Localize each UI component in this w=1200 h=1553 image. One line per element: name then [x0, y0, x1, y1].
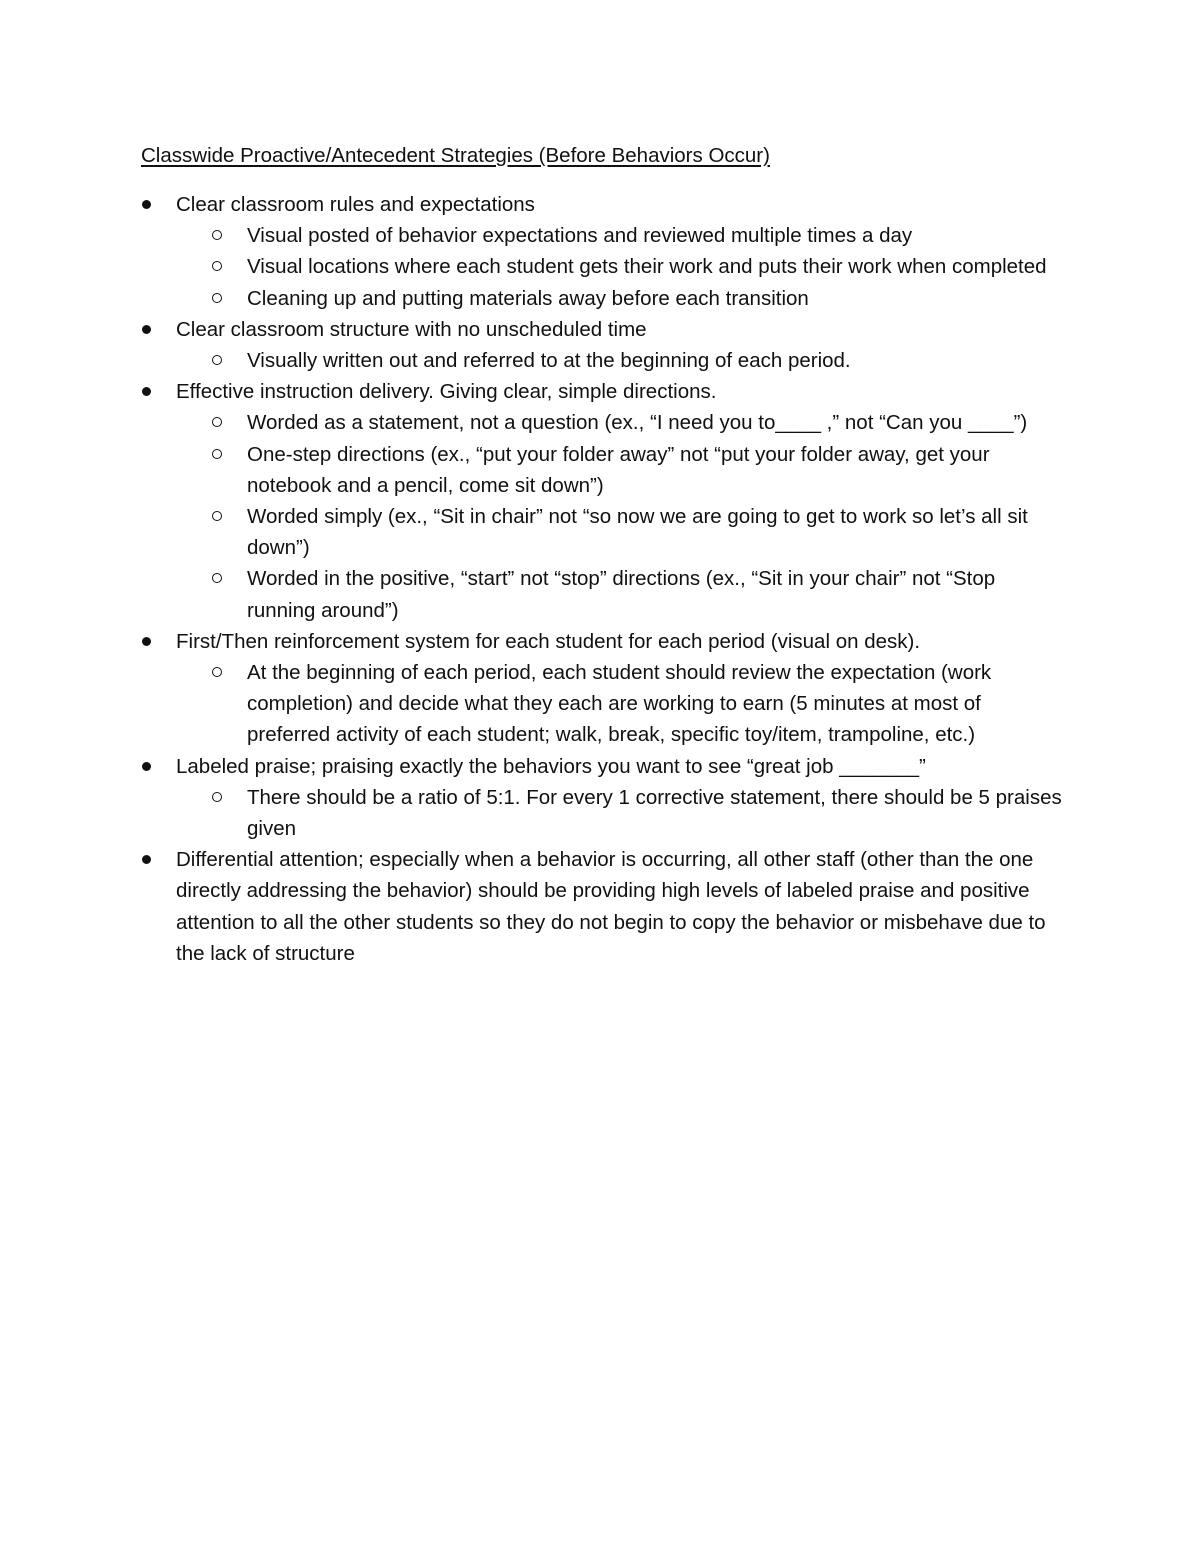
circle-bullet-icon	[212, 449, 222, 459]
sub-list-item	[0, 501, 1200, 563]
bullet-icon	[142, 762, 151, 771]
list-item-text: Labeled praise; praising exactly the behaviors you want to see “great job _______”	[176, 754, 926, 778]
sub-list-item	[0, 563, 1200, 625]
bullet-icon	[142, 200, 151, 209]
sub-list-item-text: Worded simply (ex., “Sit in chair” not “so now we are going to get to work so let’s all sit down”)	[247, 505, 1028, 560]
sub-list-item	[0, 345, 1200, 376]
sub-list-item-text: One-step directions (ex., “put your folder away” not “put your folder away, get your notebook and a pencil, come sit down”)	[247, 442, 990, 497]
list-item	[0, 376, 1200, 626]
list-item	[0, 626, 1200, 751]
bullet-icon	[142, 637, 151, 646]
sub-list-item	[0, 439, 1200, 501]
sub-list-item	[0, 782, 1200, 844]
list-item	[0, 314, 1200, 376]
sub-list-item-text: Cleaning up and putting materials away before each transition	[247, 286, 809, 310]
list-item-text: Clear classroom structure with no unscheduled time	[176, 317, 647, 341]
list-item-text: First/Then reinforcement system for each student for each period (visual on desk).	[176, 629, 921, 653]
strategy-list	[0, 189, 1200, 969]
list-item	[0, 844, 1200, 969]
sub-list-item	[0, 657, 1200, 751]
list-item	[0, 189, 1200, 314]
sub-list	[0, 220, 1200, 314]
sub-list-item	[0, 251, 1200, 282]
list-item-text: Differential attention; especially when a behavior is occurring, all other staff (other than the one directly addressing the behavior) should be providing high levels of labeled praise and positive attention to all the other students so they do not begin to copy the behavior or misbehave due to the lack of structure	[176, 848, 1046, 965]
list-item	[0, 751, 1200, 845]
sub-list-item-text: Worded as a statement, not a question (ex., “I need you to____ ,” not “Can you ____”)	[247, 411, 1028, 435]
sub-list	[0, 407, 1200, 625]
list-item-text: Clear classroom rules and expectations	[176, 193, 535, 216]
circle-bullet-icon	[212, 792, 222, 802]
sub-list-item	[0, 283, 1200, 314]
circle-bullet-icon	[212, 293, 222, 303]
circle-bullet-icon	[212, 667, 222, 677]
bullet-icon	[142, 325, 151, 334]
sub-list-item	[0, 407, 1200, 438]
sub-list-item	[0, 220, 1200, 251]
sub-list-item-text: Visual posted of behavior expectations and reviewed multiple times a day	[247, 224, 913, 248]
circle-bullet-icon	[212, 417, 222, 427]
sub-list	[0, 345, 1200, 376]
bullet-icon	[142, 855, 151, 864]
list-item-text: Effective instruction delivery. Giving clear, simple directions.	[176, 380, 717, 404]
sub-list	[0, 782, 1200, 844]
circle-bullet-icon	[212, 261, 222, 271]
sub-list-item-text: Worded in the positive, “start” not “stop” directions (ex., “Sit in your chair” not “Stop running around”)	[247, 567, 996, 622]
sub-list-item-text: There should be a ratio of 5:1. For every 1 corrective statement, there should be 5 praises given	[247, 785, 1062, 841]
circle-bullet-icon	[212, 230, 222, 240]
sub-list-item-text: At the beginning of each period, each student should review the expectation (work completion) and decide what they each are working to earn (5 minutes at most of preferred activity of each student; walk, break, specific toy/item, trampoline, etc.)	[247, 661, 992, 747]
circle-bullet-icon	[212, 573, 222, 583]
sub-list-item-text: Visually written out and referred to at the beginning of each period.	[247, 349, 851, 373]
circle-bullet-icon	[212, 355, 222, 365]
sub-list	[0, 657, 1200, 751]
sub-list-item-text: Visual locations where each student gets their work and puts their work when completed	[247, 255, 1047, 279]
circle-bullet-icon	[212, 511, 222, 521]
bullet-icon	[142, 387, 151, 396]
document-title: Classwide Proactive/Antecedent Strategies (Before Behaviors Occur)	[141, 144, 770, 167]
